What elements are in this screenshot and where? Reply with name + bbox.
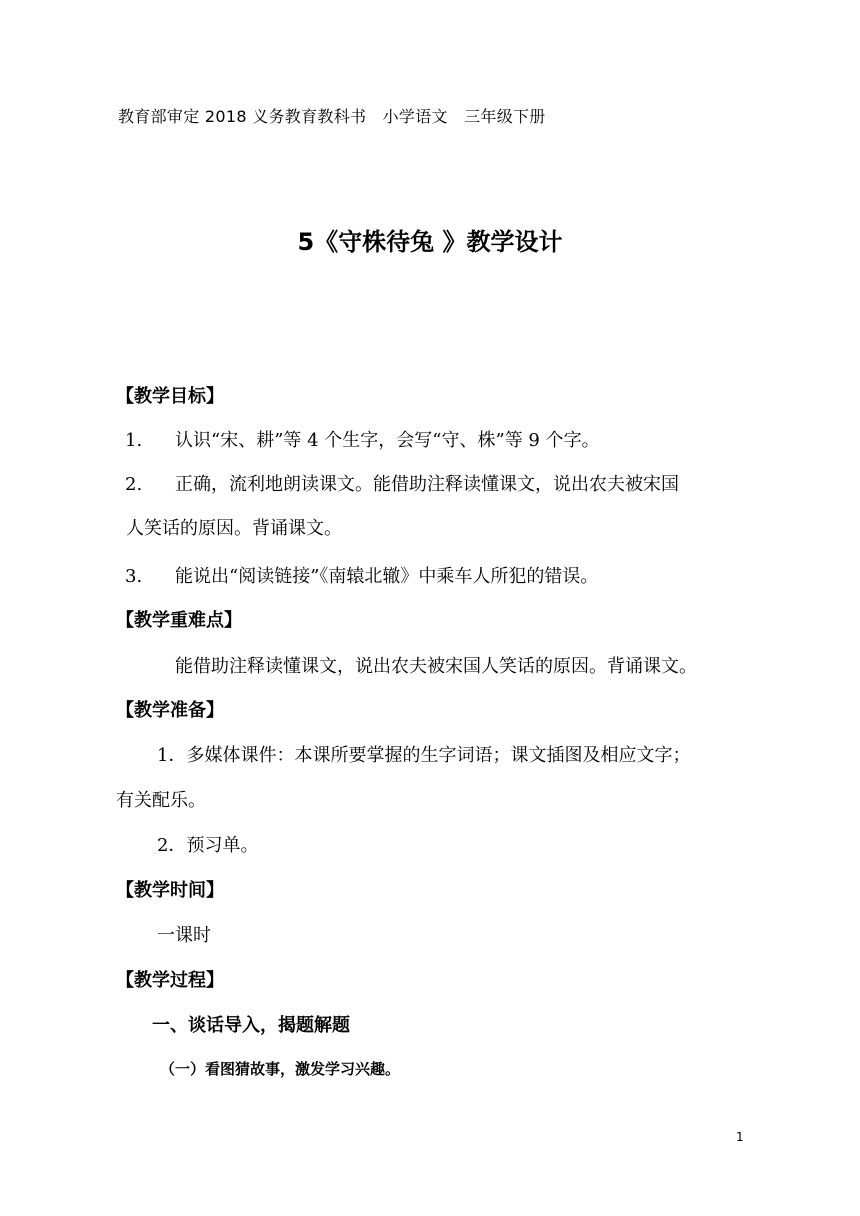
goal-item-text: 正确，流利地朗读课文。能借助注释读懂课文，说出农夫被宋国 [175,474,679,495]
document-title: 5《守株待兔 》教学设计 [297,228,563,256]
goal-item-number: 1. [125,430,143,451]
document-header: 教育部审定 2018 义务教育教科书 小学语文 三年级下册 [118,107,546,126]
goal-item-number: 2. [125,474,143,495]
section-heading-keypoints: 【教学重难点】 [116,610,242,631]
goal-item-1 [125,426,600,452]
goal-item-2-continuation: 人笑话的原因。背诵课文。 [126,518,342,539]
goal-item-text: 能说出“阅读链接”《南辕北辙》中乘车人所犯的错误。 [175,566,599,587]
prep-item-1: 1．多媒体课件：本课所要掌握的生字词语；课文插图及相应文字； [157,745,691,766]
prep-item-2: 2．预习单。 [157,835,259,856]
process-step-1: 一、谈话导入，揭题解题 [152,1015,350,1036]
page-number: 1 [736,1130,744,1144]
keypoints-text: 能借助注释读懂课文，说出农夫被宋国人笑话的原因。背诵课文。 [175,656,697,677]
process-step-1-sub-1: （一）看图猜故事，激发学习兴趣。 [160,1060,401,1078]
goal-item-2 [125,470,679,496]
goal-item-text: 认识“宋、耕”等 4 个生字，会写“守、株”等 9 个字。 [175,430,600,451]
prep-item-1-continuation: 有关配乐。 [116,790,206,811]
time-text: 一课时 [157,925,211,946]
section-heading-goals: 【教学目标】 [116,386,224,407]
goal-item-3 [125,562,598,588]
section-heading-prep: 【教学准备】 [116,700,224,721]
section-heading-process: 【教学过程】 [116,970,224,991]
goal-item-number: 3. [125,566,143,587]
section-heading-time: 【教学时间】 [116,880,224,901]
